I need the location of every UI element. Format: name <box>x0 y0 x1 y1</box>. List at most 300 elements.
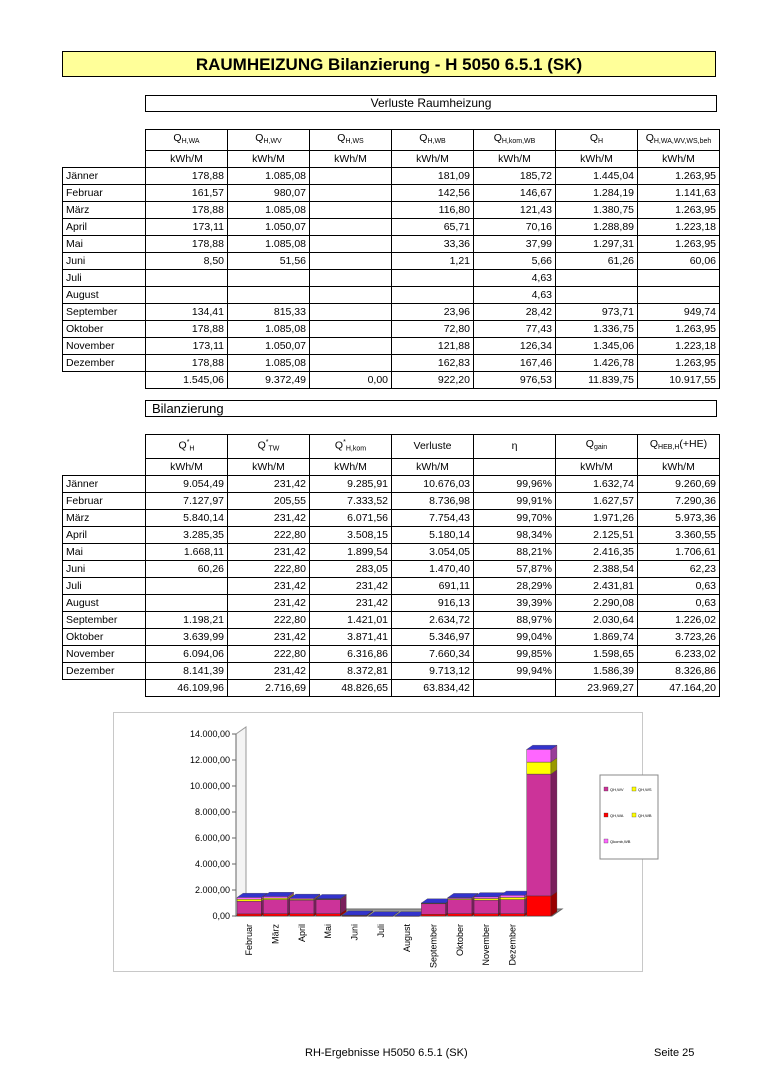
table-cell: 5,66 <box>474 253 556 270</box>
bar-segment <box>527 749 551 762</box>
legend-label: QH,WB <box>638 813 652 818</box>
column-unit <box>474 458 556 475</box>
table-row <box>63 594 720 611</box>
table-cell: 6.071,56 <box>310 509 392 526</box>
table-cell: 185,72 <box>474 168 556 185</box>
bar-segment <box>237 914 261 916</box>
table-cell: 815,33 <box>228 304 310 321</box>
table-cell: 1.445,04 <box>556 168 638 185</box>
table-cell: 222,80 <box>228 526 310 543</box>
footer-page-number: Seite 25 <box>654 1047 695 1059</box>
table-cell: 28,29% <box>474 577 556 594</box>
table-row <box>63 321 720 338</box>
table-cell: 98,34% <box>474 526 556 543</box>
table-cell: 222,80 <box>228 611 310 628</box>
table-cell: 70,16 <box>474 219 556 236</box>
table-cell: 60,06 <box>638 253 720 270</box>
column-header <box>556 435 638 459</box>
table-cell: 146,67 <box>474 185 556 202</box>
table-cell: 8.736,98 <box>392 492 474 509</box>
column-header <box>392 130 474 151</box>
bar-segment <box>263 896 287 898</box>
table-cell <box>146 270 228 287</box>
table-row <box>63 202 720 219</box>
total-cell: 23.969,27 <box>556 679 638 696</box>
table-cell <box>638 270 720 287</box>
legend-swatch <box>632 787 636 791</box>
x-tick-label: Juni <box>349 924 360 941</box>
table-cell: 2.634,72 <box>392 611 474 628</box>
table-cell <box>392 270 474 287</box>
table-row <box>63 270 720 287</box>
table-cell: 205,55 <box>228 492 310 509</box>
table-cell <box>310 219 392 236</box>
bar-segment <box>500 897 524 899</box>
table-cell: 1.223,18 <box>638 338 720 355</box>
bilanzierung-table <box>62 434 720 697</box>
table-cell: 1.288,89 <box>556 219 638 236</box>
header-row <box>63 130 720 151</box>
table-cell: 99,94% <box>474 662 556 679</box>
column-header <box>228 435 310 459</box>
page-title: RAUMHEIZUNG Bilanzierung - H 5050 6.5.1 (SK) <box>62 51 716 77</box>
column-unit: kWh/M <box>556 151 638 168</box>
table-cell: 162,83 <box>392 355 474 372</box>
unit-spacer <box>63 458 146 475</box>
table-cell: 51,56 <box>228 253 310 270</box>
table-cell <box>310 287 392 304</box>
table-cell: 6.233,02 <box>638 645 720 662</box>
legend-swatch <box>604 813 608 817</box>
table-cell: 231,42 <box>228 509 310 526</box>
bar-segment <box>421 904 445 915</box>
table-row <box>63 645 720 662</box>
table-cell <box>146 287 228 304</box>
table-cell: 60,26 <box>146 560 228 577</box>
column-header <box>638 130 720 151</box>
column-subscript: H,WB <box>427 138 446 145</box>
bar-segment <box>474 897 498 899</box>
bar-segment <box>474 899 498 901</box>
table-cell: 3.639,99 <box>146 628 228 645</box>
table-row <box>63 526 720 543</box>
column-subscript: TW <box>268 445 280 453</box>
stacked-bar-chart <box>114 713 652 971</box>
totals-spacer <box>63 372 146 389</box>
bar-segment <box>263 900 287 914</box>
total-cell: 48.826,65 <box>310 679 392 696</box>
column-symbol: Q <box>585 438 594 451</box>
table-cell: 6.316,86 <box>310 645 392 662</box>
table-cell <box>310 236 392 253</box>
total-cell: 11.839,75 <box>556 372 638 389</box>
month-label: Jänner <box>63 475 146 492</box>
x-tick-label: Dezember <box>507 924 518 966</box>
table-cell: 99,91% <box>474 492 556 509</box>
month-label: Juni <box>63 253 146 270</box>
column-unit: kWh/M <box>474 151 556 168</box>
table-cell <box>310 168 392 185</box>
total-cell: 0,00 <box>310 372 392 389</box>
table-cell: 222,80 <box>228 560 310 577</box>
table-row <box>63 287 720 304</box>
y-tick-label: 14.000,00 <box>189 729 230 739</box>
bar-segment <box>527 762 551 774</box>
table-cell: 178,88 <box>146 355 228 372</box>
section-heading-verluste: Verluste Raumheizung <box>145 95 717 112</box>
table-cell: 231,42 <box>310 577 392 594</box>
y-tick-label: 10.000,00 <box>189 781 230 791</box>
table-cell: 99,96% <box>474 475 556 492</box>
table-row <box>63 543 720 560</box>
table-row <box>63 475 720 492</box>
legend-swatch <box>604 787 608 791</box>
column-superscript: * <box>265 439 269 446</box>
month-label: November <box>63 338 146 355</box>
bar-segment <box>237 901 261 914</box>
bar-segment <box>500 914 524 916</box>
column-unit: kWh/M <box>392 458 474 475</box>
table-cell <box>310 270 392 287</box>
table-cell: 57,87% <box>474 560 556 577</box>
legend-label: QH,WA <box>610 813 624 818</box>
table-cell: 1.899,54 <box>310 543 392 560</box>
bar-segment <box>421 914 445 916</box>
table-cell: 7.754,43 <box>392 509 474 526</box>
table-cell: 1.141,63 <box>638 185 720 202</box>
x-tick-label: Oktober <box>454 924 465 957</box>
table-cell: 1.706,61 <box>638 543 720 560</box>
table-cell: 231,42 <box>228 594 310 611</box>
bar-segment <box>263 914 287 916</box>
column-subscript: H,WS <box>345 138 364 145</box>
table-row <box>63 338 720 355</box>
table-cell: 1.223,18 <box>638 219 720 236</box>
table-cell <box>556 287 638 304</box>
table-row <box>63 185 720 202</box>
month-label: September <box>63 304 146 321</box>
table-cell <box>310 321 392 338</box>
table-cell: 1.263,95 <box>638 202 720 219</box>
verluste-table <box>62 129 720 389</box>
chart-side-wall <box>236 727 246 916</box>
month-label: Juli <box>63 270 146 287</box>
column-symbol: Q <box>589 132 599 144</box>
table-cell: 9.713,12 <box>392 662 474 679</box>
table-row <box>63 560 720 577</box>
column-subscript: H,WV <box>263 138 282 145</box>
column-superscript: * <box>186 439 190 446</box>
column-symbol: Q <box>493 132 502 144</box>
table-cell: 949,74 <box>638 304 720 321</box>
table-cell: 1.380,75 <box>556 202 638 219</box>
table-cell: 3.054,05 <box>392 543 474 560</box>
table-cell: 178,88 <box>146 168 228 185</box>
column-unit: kWh/M <box>638 458 720 475</box>
footer-left: RH-Ergebnisse H5050 6.5.1 (SK) <box>305 1047 468 1059</box>
table-cell: 0,63 <box>638 594 720 611</box>
table-cell: 37,99 <box>474 236 556 253</box>
column-unit: kWh/M <box>228 151 310 168</box>
table-cell: 1.050,07 <box>228 219 310 236</box>
table-cell: 72,80 <box>392 321 474 338</box>
column-unit: kWh/M <box>310 458 392 475</box>
month-label: Februar <box>63 492 146 509</box>
x-tick-label: September <box>428 924 439 969</box>
total-cell: 2.716,69 <box>228 679 310 696</box>
table-cell: 1.284,19 <box>556 185 638 202</box>
table-cell <box>228 287 310 304</box>
y-tick-label: 4.000,00 <box>194 859 230 869</box>
table-cell: 1.050,07 <box>228 338 310 355</box>
column-symbol: Q <box>419 132 428 144</box>
column-subscript: HEB,H <box>658 444 680 452</box>
table-cell: 231,42 <box>228 577 310 594</box>
table-cell: 2.125,51 <box>556 526 638 543</box>
month-label: August <box>63 287 146 304</box>
table-cell: 1.226,02 <box>638 611 720 628</box>
table-cell <box>146 594 228 611</box>
table-cell: 3.508,15 <box>310 526 392 543</box>
table-cell: 121,88 <box>392 338 474 355</box>
month-label: September <box>63 611 146 628</box>
bar-segment <box>500 895 524 897</box>
table-cell: 8.326,86 <box>638 662 720 679</box>
table-cell: 88,97% <box>474 611 556 628</box>
table-cell: 23,96 <box>392 304 474 321</box>
month-label: Jänner <box>63 168 146 185</box>
table-cell: 9.285,91 <box>310 475 392 492</box>
column-header <box>228 130 310 151</box>
table-cell: 1.263,95 <box>638 355 720 372</box>
total-cell: 63.834,42 <box>392 679 474 696</box>
column-symbol: Q <box>645 132 654 144</box>
column-header <box>146 435 228 459</box>
table-cell <box>310 338 392 355</box>
table-row <box>63 492 720 509</box>
column-unit: kWh/M <box>310 151 392 168</box>
totals-spacer <box>63 679 146 696</box>
bar-segment <box>237 899 261 901</box>
bar-segment <box>448 914 472 916</box>
legend-swatch <box>632 813 636 817</box>
x-tick-label: April <box>296 924 307 943</box>
column-subscript: H,WA,WV,WS,beh <box>653 138 712 145</box>
bar-segment <box>290 914 314 916</box>
table-cell: 1.085,08 <box>228 168 310 185</box>
month-label: Mai <box>63 236 146 253</box>
table-row <box>63 662 720 679</box>
table-cell: 178,88 <box>146 202 228 219</box>
bar-segment <box>237 897 261 899</box>
table-cell: 88,21% <box>474 543 556 560</box>
bar-segment <box>316 900 340 914</box>
month-label: Dezember <box>63 662 146 679</box>
column-superscript: * <box>343 439 346 446</box>
table-cell: 980,07 <box>228 185 310 202</box>
table-cell: 8.141,39 <box>146 662 228 679</box>
column-header <box>392 435 474 459</box>
column-unit: kWh/M <box>146 458 228 475</box>
table-cell: 2.388,54 <box>556 560 638 577</box>
column-header <box>310 435 392 459</box>
table-cell: 173,11 <box>146 338 228 355</box>
table-cell: 1.085,08 <box>228 321 310 338</box>
column-symbol: Verluste <box>413 440 452 453</box>
table-cell <box>556 270 638 287</box>
table-cell: 1.085,08 <box>228 202 310 219</box>
table-row <box>63 304 720 321</box>
table-cell: 39,39% <box>474 594 556 611</box>
table-cell: 178,88 <box>146 321 228 338</box>
table-cell <box>310 253 392 270</box>
table-cell: 5.840,14 <box>146 509 228 526</box>
table-cell: 3.360,55 <box>638 526 720 543</box>
table-cell: 4,63 <box>474 287 556 304</box>
bar-segment <box>448 898 472 899</box>
y-tick-label: 0,00 <box>212 911 230 921</box>
table-cell: 116,80 <box>392 202 474 219</box>
table-cell: 7.127,97 <box>146 492 228 509</box>
legend-label: Qkomb,WB <box>610 839 631 844</box>
bar-segment <box>316 914 340 916</box>
month-label: Oktober <box>63 628 146 645</box>
table-cell: 691,11 <box>392 577 474 594</box>
total-cell: 1.545,06 <box>146 372 228 389</box>
table-cell: 8,50 <box>146 253 228 270</box>
column-header <box>556 130 638 151</box>
table-cell: 1.598,65 <box>556 645 638 662</box>
bar-segment <box>290 900 314 914</box>
table-cell: 1.263,95 <box>638 321 720 338</box>
table-cell: 33,36 <box>392 236 474 253</box>
table-cell: 1.470,40 <box>392 560 474 577</box>
section-heading-bilanzierung: Bilanzierung <box>145 400 717 417</box>
table-cell: 161,57 <box>146 185 228 202</box>
table-cell: 1.085,08 <box>228 355 310 372</box>
table-cell: 2.290,08 <box>556 594 638 611</box>
table-cell: 28,42 <box>474 304 556 321</box>
y-tick-label: 12.000,00 <box>189 755 230 765</box>
table-cell: 222,80 <box>228 645 310 662</box>
table-cell: 1.632,74 <box>556 475 638 492</box>
bar-segment <box>500 900 524 914</box>
table-cell: 142,56 <box>392 185 474 202</box>
table-cell: 5.973,36 <box>638 509 720 526</box>
legend-label: QH,WV <box>610 787 624 792</box>
total-cell: 922,20 <box>392 372 474 389</box>
table-cell: 1.426,78 <box>556 355 638 372</box>
month-label: Juni <box>63 560 146 577</box>
column-subscript: gain <box>593 444 608 452</box>
table-cell: 1.345,06 <box>556 338 638 355</box>
total-cell: 46.109,96 <box>146 679 228 696</box>
table-cell: 916,13 <box>392 594 474 611</box>
column-unit: kWh/M <box>638 151 720 168</box>
table-cell: 99,04% <box>474 628 556 645</box>
table-cell: 121,43 <box>474 202 556 219</box>
column-subscript: H,kom,WB <box>501 138 536 145</box>
total-cell: 976,53 <box>474 372 556 389</box>
unit-row <box>63 458 720 475</box>
table-cell: 10.676,03 <box>392 475 474 492</box>
totals-row <box>63 679 720 696</box>
table-cell: 65,71 <box>392 219 474 236</box>
header-row <box>63 435 720 459</box>
table-row <box>63 355 720 372</box>
column-unit: kWh/M <box>392 151 474 168</box>
table-cell: 99,70% <box>474 509 556 526</box>
table-cell: 8.372,81 <box>310 662 392 679</box>
table-cell: 77,43 <box>474 321 556 338</box>
table-cell: 283,05 <box>310 560 392 577</box>
totals-row <box>63 372 720 389</box>
table-row <box>63 219 720 236</box>
table-cell: 1.263,95 <box>638 236 720 253</box>
column-header <box>474 435 556 459</box>
total-cell: 9.372,49 <box>228 372 310 389</box>
table-cell: 2.416,35 <box>556 543 638 560</box>
month-label: Oktober <box>63 321 146 338</box>
table-cell: 1.421,01 <box>310 611 392 628</box>
table-cell <box>392 287 474 304</box>
x-tick-label: Juli <box>375 924 386 938</box>
x-tick-label: Mai <box>323 924 334 939</box>
table-cell: 178,88 <box>146 236 228 253</box>
table-cell <box>310 185 392 202</box>
column-unit: kWh/M <box>556 458 638 475</box>
table-cell: 62,23 <box>638 560 720 577</box>
month-label: April <box>63 526 146 543</box>
table-cell: 231,42 <box>310 594 392 611</box>
table-cell: 7.290,36 <box>638 492 720 509</box>
month-label: März <box>63 509 146 526</box>
table-cell: 6.094,06 <box>146 645 228 662</box>
column-symbol: Q <box>255 132 264 144</box>
table-cell: 1.627,57 <box>556 492 638 509</box>
legend-label: QH,WS <box>638 787 652 792</box>
table-cell: 167,46 <box>474 355 556 372</box>
column-symbol: Q <box>334 439 344 452</box>
unit-row <box>63 151 720 168</box>
table-cell: 5.180,14 <box>392 526 474 543</box>
chart-frame <box>113 712 652 972</box>
column-header <box>146 130 228 151</box>
column-unit: kWh/M <box>146 151 228 168</box>
table-cell: 1.198,21 <box>146 611 228 628</box>
column-symbol: η <box>511 440 518 453</box>
table-cell: 9.054,49 <box>146 475 228 492</box>
table-cell: 973,71 <box>556 304 638 321</box>
table-row <box>63 577 720 594</box>
column-unit: kWh/M <box>228 458 310 475</box>
table-cell: 4,63 <box>474 270 556 287</box>
x-tick-label: November <box>481 924 492 966</box>
column-header <box>474 130 556 151</box>
table-row <box>63 253 720 270</box>
header-spacer <box>63 435 146 459</box>
column-symbol: Q <box>257 439 266 452</box>
column-subscript: H <box>189 445 195 453</box>
table-cell <box>310 304 392 321</box>
y-tick-label: 2.000,00 <box>194 885 230 895</box>
bar-segment <box>527 774 551 896</box>
column-subscript: H <box>598 138 604 145</box>
column-suffix: (+HE) <box>679 438 708 451</box>
table-cell: 7.333,52 <box>310 492 392 509</box>
table-row <box>63 509 720 526</box>
x-tick-label: August <box>402 924 413 953</box>
